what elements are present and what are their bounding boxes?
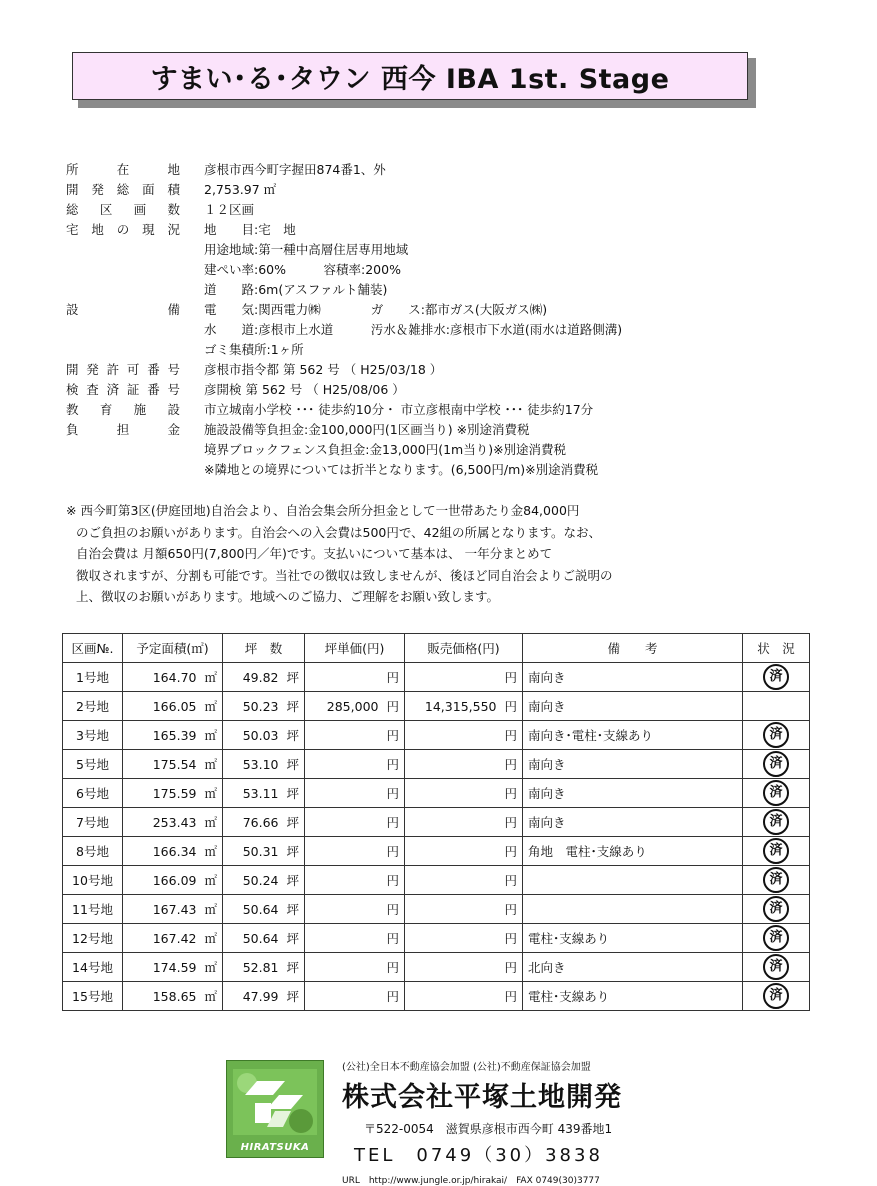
lot-table: [62, 633, 810, 1011]
price-cell: [405, 953, 523, 982]
column-header: 坪 数: [223, 634, 305, 663]
note-line: 徴収されますが、分割も可能です。当社での徴収は致しませんが、後ほど同自治会よりご説明の: [76, 567, 613, 583]
spec-value: [204, 300, 846, 360]
remarks-cell: [523, 837, 743, 866]
remarks-cell: [523, 663, 743, 692]
page-title: すまい･る･タウン 西今 IBA 1st. Stage: [72, 52, 748, 100]
area-cell: [123, 779, 223, 808]
unit-price-cell: [305, 692, 405, 721]
sold-stamp: 済: [763, 780, 789, 806]
tsubo-unit: 坪: [286, 757, 299, 772]
tsubo-value: 50.64: [242, 902, 279, 917]
tsubo-value: 53.10: [242, 757, 279, 772]
area-cell: [123, 692, 223, 721]
table-row: [63, 663, 810, 692]
tsubo-unit: 坪: [286, 989, 299, 1004]
lot-number-cell: [63, 895, 123, 924]
lot-number-cell: [63, 721, 123, 750]
area-unit: ㎡: [204, 844, 217, 859]
price-cell: [405, 779, 523, 808]
yen-unit: 円: [504, 902, 517, 917]
tsubo-value: 53.11: [242, 786, 279, 801]
spec-row: [66, 220, 846, 300]
spec-value-line: １２区画: [204, 202, 255, 217]
table-row: [63, 692, 810, 721]
unit-price-value: 285,000: [326, 699, 379, 714]
yen-unit: 円: [386, 670, 399, 685]
spec-value: [204, 380, 846, 400]
lot-number-cell: [63, 808, 123, 837]
tsubo-unit: 坪: [286, 931, 299, 946]
tsubo-unit: 坪: [286, 960, 299, 975]
spec-value-line: ※隣地との境界については折半となります。(6,500円/m)※別途消費税: [204, 462, 599, 477]
remarks-cell: [523, 779, 743, 808]
sold-stamp: 済: [763, 954, 789, 980]
yen-unit: 円: [504, 873, 517, 888]
lot-number: 5号地: [76, 757, 109, 772]
tsubo-cell: [223, 808, 305, 837]
unit-price-cell: [305, 982, 405, 1011]
spec-value-line: 彦根市西今町字握田874番1、外: [204, 162, 386, 177]
note-line: 自治会費は 月額650円(7,800円／年)です。支払いについて基本は、 一年分まとめて: [76, 546, 553, 561]
area-value: 158.65: [152, 989, 197, 1004]
unit-price-cell: [305, 837, 405, 866]
tsubo-cell: [223, 953, 305, 982]
status-cell: [743, 982, 810, 1011]
tsubo-cell: [223, 750, 305, 779]
remarks-value: 北向き: [528, 960, 566, 975]
sold-stamp: 済: [763, 867, 789, 893]
yen-unit: 円: [504, 989, 517, 1004]
spec-label: 負担金: [66, 422, 180, 437]
price-cell: [405, 721, 523, 750]
sold-stamp: 済: [763, 809, 789, 835]
tsubo-value: 76.66: [242, 815, 279, 830]
area-cell: [123, 721, 223, 750]
area-cell: [123, 750, 223, 779]
remarks-cell: [523, 721, 743, 750]
spec-label: 総区画数: [66, 202, 180, 217]
tsubo-unit: 坪: [286, 728, 299, 743]
tsubo-unit: 坪: [286, 873, 299, 888]
tsubo-cell: [223, 663, 305, 692]
yen-unit: 円: [386, 699, 399, 714]
spec-row: [66, 380, 846, 400]
spec-label: 開発許可番号: [66, 362, 180, 377]
lot-number-cell: [63, 924, 123, 953]
column-header: 状 況: [743, 634, 810, 663]
area-unit: ㎡: [204, 699, 217, 714]
lot-number-cell: [63, 663, 123, 692]
lot-number-cell: [63, 750, 123, 779]
status-cell: [743, 721, 810, 750]
lot-number: 11号地: [72, 902, 113, 917]
price-cell: [405, 692, 523, 721]
table-row: [63, 837, 810, 866]
unit-price-cell: [305, 721, 405, 750]
sold-stamp: 済: [763, 896, 789, 922]
price-value: 14,315,550: [424, 699, 497, 714]
lot-number: 15号地: [72, 989, 113, 1004]
spec-value-line: 市立城南小学校 ･･･ 徒歩約10分・ 市立彦根南中学校 ･･･ 徒歩約17分: [204, 402, 594, 417]
remarks-cell: [523, 808, 743, 837]
area-cell: [123, 924, 223, 953]
unit-price-cell: [305, 895, 405, 924]
unit-price-cell: [305, 924, 405, 953]
tsubo-cell: [223, 895, 305, 924]
company-info: [342, 1058, 862, 1186]
remarks-cell: [523, 866, 743, 895]
spec-row: [66, 160, 846, 180]
remarks-value: 電柱･支線あり: [528, 989, 610, 1004]
remarks-cell: [523, 953, 743, 982]
unit-price-cell: [305, 663, 405, 692]
note-line: ※ 西今町第3区(伊庭団地)自治会より、自治会集会所分担金として一世帯あたり金84,000円: [66, 503, 580, 518]
table-row: [63, 895, 810, 924]
table-row: [63, 808, 810, 837]
area-value: 164.70: [152, 670, 197, 685]
area-unit: ㎡: [204, 815, 217, 830]
yen-unit: 円: [386, 815, 399, 830]
area-cell: [123, 953, 223, 982]
status-cell: [743, 808, 810, 837]
column-header: 区画№.: [63, 634, 123, 663]
area-unit: ㎡: [204, 757, 217, 772]
tsubo-unit: 坪: [286, 815, 299, 830]
lot-number-cell: [63, 779, 123, 808]
company-url-fax[interactable]: URL http://www.jungle.or.jp/hirakai/ FAX 0749(30)3777: [342, 1176, 600, 1186]
spec-value-line: 建ぺい率:60% 容積率:200%: [204, 262, 401, 277]
spec-value-line: 境界ブロックフェンス負担金:金13,000円(1m当り)※別途消費税: [204, 442, 567, 457]
area-value: 167.43: [152, 902, 197, 917]
spec-row: [66, 400, 846, 420]
tsubo-value: 50.24: [242, 873, 279, 888]
lot-number: 2号地: [76, 699, 109, 714]
area-unit: ㎡: [204, 902, 217, 917]
column-header: 販売価格(円): [405, 634, 523, 663]
remarks-value: 南向き: [528, 757, 566, 772]
spec-label: 宅地の現況: [66, 222, 180, 237]
spec-value-line: 道 路:6m(アスファルト舗装): [204, 282, 388, 297]
spec-value: [204, 220, 846, 300]
area-unit: ㎡: [204, 873, 217, 888]
lot-number: 10号地: [72, 873, 113, 888]
price-cell: [405, 663, 523, 692]
spec-value: [204, 160, 846, 180]
spec-row: [66, 300, 846, 360]
unit-price-cell: [305, 866, 405, 895]
tsubo-value: 50.23: [242, 699, 279, 714]
area-unit: ㎡: [204, 728, 217, 743]
area-cell: [123, 982, 223, 1011]
remarks-value: 南向き: [528, 670, 566, 685]
price-cell: [405, 982, 523, 1011]
unit-price-cell: [305, 750, 405, 779]
tsubo-cell: [223, 837, 305, 866]
tsubo-unit: 坪: [286, 670, 299, 685]
spec-value-line: 彦根市指令都 第 562 号 （ H25/03/18 ）: [204, 362, 443, 377]
table-row: [63, 721, 810, 750]
area-unit: ㎡: [204, 670, 217, 685]
spec-value-line: ゴミ集積所:1ヶ所: [204, 342, 304, 357]
spec-value: [204, 360, 846, 380]
spec-label: 検査済証番号: [66, 382, 180, 397]
yen-unit: 円: [386, 728, 399, 743]
area-value: 175.54: [152, 757, 197, 772]
tsubo-cell: [223, 779, 305, 808]
unit-price-cell: [305, 808, 405, 837]
note-line: 上、徴収のお願いがあります。地域へのご協力、ご理解をお願い致します。: [76, 589, 500, 604]
remarks-value: 南向き･電柱･支線あり: [528, 728, 654, 743]
status-cell: [743, 663, 810, 692]
sold-stamp: 済: [763, 751, 789, 777]
yen-unit: 円: [386, 873, 399, 888]
spec-value-line: 地 目:宅 地: [204, 222, 296, 237]
tsubo-unit: 坪: [286, 786, 299, 801]
yen-unit: 円: [504, 670, 517, 685]
area-cell: [123, 866, 223, 895]
area-value: 175.59: [152, 786, 197, 801]
area-cell: [123, 808, 223, 837]
table-row: [63, 953, 810, 982]
lot-number: 14号地: [72, 960, 113, 975]
company-logo: [226, 1060, 324, 1158]
tsubo-unit: 坪: [286, 699, 299, 714]
spec-value-line: 水 道:彦根市上水道 汚水＆雑排水:彦根市下水道(雨水は道路側溝): [204, 322, 623, 337]
tsubo-unit: 坪: [286, 902, 299, 917]
company-address: 〒522-0054 滋賀県彦根市西今町 439番地1: [364, 1122, 613, 1136]
lot-number: 8号地: [76, 844, 109, 859]
yen-unit: 円: [504, 931, 517, 946]
area-cell: [123, 837, 223, 866]
area-unit: ㎡: [204, 786, 217, 801]
lot-number: 1号地: [76, 670, 109, 685]
sold-stamp: 済: [763, 664, 789, 690]
spec-row: [66, 200, 846, 220]
lot-number: 12号地: [72, 931, 113, 946]
tsubo-cell: [223, 924, 305, 953]
tsubo-value: 50.03: [242, 728, 279, 743]
yen-unit: 円: [504, 786, 517, 801]
area-value: 166.09: [152, 873, 197, 888]
area-value: 253.43: [152, 815, 197, 830]
area-value: 166.34: [152, 844, 197, 859]
yen-unit: 円: [386, 989, 399, 1004]
status-cell: [743, 953, 810, 982]
community-association-note: [66, 500, 826, 608]
memberships: (公社)全日本不動産協会加盟 (公社)不動産保証協会加盟: [342, 1062, 591, 1073]
table-header-row: [63, 634, 810, 663]
spec-label: 教育施設: [66, 402, 180, 417]
spec-row: [66, 420, 846, 480]
logo-house-mark-icon: [227, 1061, 323, 1141]
tsubo-cell: [223, 721, 305, 750]
area-value: 174.59: [152, 960, 197, 975]
spec-label: 所在地: [66, 162, 180, 177]
spec-value-line: 彦開検 第 562 号 （ H25/08/06 ）: [204, 382, 405, 397]
table-row: [63, 982, 810, 1011]
lot-number-cell: [63, 982, 123, 1011]
table-row: [63, 924, 810, 953]
company-tel: TEL 0749（30）3838: [354, 1145, 603, 1166]
yen-unit: 円: [386, 960, 399, 975]
tsubo-unit: 坪: [286, 844, 299, 859]
lot-number-cell: [63, 866, 123, 895]
tsubo-value: 47.99: [242, 989, 279, 1004]
area-cell: [123, 663, 223, 692]
remarks-cell: [523, 982, 743, 1011]
remarks-value: 南向き: [528, 815, 566, 830]
remarks-value: 角地 電柱･支線あり: [528, 844, 647, 859]
lot-number-cell: [63, 837, 123, 866]
property-specs: [66, 160, 846, 480]
unit-price-cell: [305, 953, 405, 982]
status-cell: [743, 895, 810, 924]
table-row: [63, 779, 810, 808]
remarks-cell: [523, 895, 743, 924]
price-cell: [405, 866, 523, 895]
spec-value: [204, 400, 846, 420]
lot-number: 6号地: [76, 786, 109, 801]
sold-stamp: 済: [763, 722, 789, 748]
remarks-cell: [523, 924, 743, 953]
price-cell: [405, 750, 523, 779]
spec-value-line: 2,753.97 ㎡: [204, 182, 277, 197]
lot-number: 3号地: [76, 728, 109, 743]
price-cell: [405, 895, 523, 924]
tsubo-cell: [223, 692, 305, 721]
area-value: 167.42: [152, 931, 197, 946]
spec-value-line: 用途地域:第一種中高層住居専用地域: [204, 242, 409, 257]
column-header: 予定面積(㎡): [123, 634, 223, 663]
area-value: 166.05: [152, 699, 197, 714]
table-row: [63, 866, 810, 895]
spec-label: 設備: [66, 302, 180, 317]
remarks-value: 電柱･支線あり: [528, 931, 610, 946]
column-header: 備 考: [523, 634, 743, 663]
remarks-cell: [523, 750, 743, 779]
yen-unit: 円: [504, 960, 517, 975]
column-header: 坪単価(円): [305, 634, 405, 663]
yen-unit: 円: [386, 931, 399, 946]
yen-unit: 円: [386, 844, 399, 859]
area-unit: ㎡: [204, 960, 217, 975]
tsubo-cell: [223, 982, 305, 1011]
lot-number-cell: [63, 953, 123, 982]
area-unit: ㎡: [204, 989, 217, 1004]
unit-price-cell: [305, 779, 405, 808]
tsubo-value: 49.82: [242, 670, 279, 685]
remarks-value: 南向き: [528, 699, 566, 714]
spec-label: 開発総面積: [66, 182, 180, 197]
spec-value: [204, 420, 846, 480]
lot-number-cell: [63, 692, 123, 721]
remarks-value: 南向き: [528, 786, 566, 801]
status-cell: [743, 692, 810, 721]
price-cell: [405, 924, 523, 953]
lot-number: 7号地: [76, 815, 109, 830]
table-row: [63, 750, 810, 779]
status-cell: [743, 750, 810, 779]
status-cell: [743, 837, 810, 866]
yen-unit: 円: [504, 844, 517, 859]
spec-value-line: 施設設備等負担金:金100,000円(1区画当り) ※別途消費税: [204, 422, 530, 437]
note-line: のご負担のお願いがあります。自治会への入会費は500円で、42組の所属となります。なお、: [76, 524, 602, 540]
area-unit: ㎡: [204, 931, 217, 946]
sold-stamp: 済: [763, 925, 789, 951]
tsubo-cell: [223, 866, 305, 895]
area-cell: [123, 895, 223, 924]
tsubo-value: 52.81: [242, 960, 279, 975]
status-cell: [743, 866, 810, 895]
sold-stamp: 済: [763, 983, 789, 1009]
tsubo-value: 50.64: [242, 931, 279, 946]
spec-row: [66, 180, 846, 200]
yen-unit: 円: [504, 699, 517, 714]
sold-stamp: 済: [763, 838, 789, 864]
remarks-cell: [523, 692, 743, 721]
yen-unit: 円: [386, 786, 399, 801]
tsubo-value: 50.31: [242, 844, 279, 859]
yen-unit: 円: [504, 815, 517, 830]
status-cell: [743, 779, 810, 808]
yen-unit: 円: [386, 757, 399, 772]
company-name: 株式会社平塚土地開発: [342, 1082, 622, 1113]
logo-text: HIRATSUKA: [240, 1142, 310, 1153]
area-value: 165.39: [152, 728, 197, 743]
yen-unit: 円: [504, 728, 517, 743]
spec-value-line: 電 気:関西電力㈱ ガ ス:都市ガス(大阪ガス㈱): [204, 302, 548, 317]
price-cell: [405, 808, 523, 837]
spec-value: [204, 180, 846, 200]
yen-unit: 円: [386, 902, 399, 917]
price-cell: [405, 837, 523, 866]
spec-row: [66, 360, 846, 380]
yen-unit: 円: [504, 757, 517, 772]
spec-value: [204, 200, 846, 220]
status-cell: [743, 924, 810, 953]
